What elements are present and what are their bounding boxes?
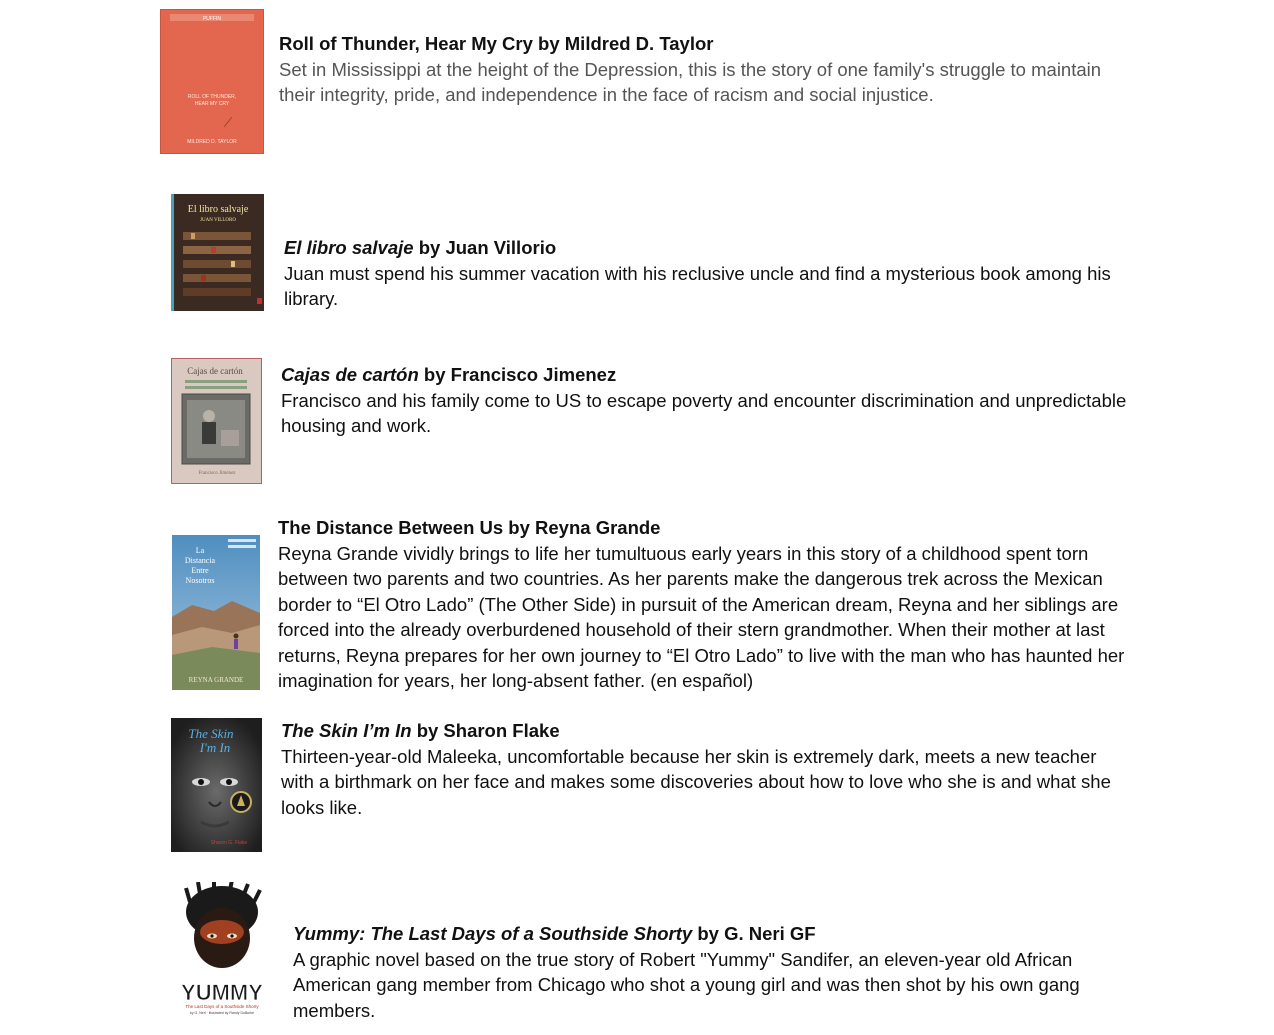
cover-title-text: Cajas de cartón <box>187 366 243 376</box>
book-cover-roll-of-thunder <box>160 9 264 154</box>
book-title: Roll of Thunder, Hear My Cry by Mildred D. Taylor <box>279 33 714 54</box>
book-byline: by G. Neri GF <box>692 923 816 944</box>
book-cover-distance-between-us <box>172 535 260 690</box>
book-entry-cajas-de-carton <box>281 362 1131 439</box>
cover-author-text: REYNA GRANDE <box>188 676 244 684</box>
book-description: Francisco and his family come to US to escape poverty and encounter discrimination and unpredictable housing and work. <box>281 389 1127 436</box>
svg-text:by G. Neri · illustrated by Ra: by G. Neri · illustrated by Randy DuBurke <box>189 1011 255 1015</box>
svg-text:The Skin: The Skin <box>188 726 234 741</box>
book-title <box>281 718 1131 744</box>
book-cover-yummy <box>170 882 273 1018</box>
svg-text:Distancia: Distancia <box>184 556 216 565</box>
svg-text:Francisco Jiménez: Francisco Jiménez <box>198 471 236 476</box>
book-cover-cajas-de-carton <box>171 358 262 484</box>
cover-title-text: El libro salvaje <box>187 204 249 215</box>
cover-top-text: PUFFIN <box>202 16 222 22</box>
svg-text:Sharon G. Flake: Sharon G. Flake <box>210 840 248 846</box>
book-description: Reyna Grande vividly brings to life her tumultuous early years in this story of a childhood spent torn between two parents and two countries. As her parents make the dangerous trek across the Mexican border to “El Otro Lado” (The Other Side) in pursuit of the American dream, Reyna and her siblings are forced into the already overburdened household of their stern grandmother. When their mother at last returns, Reyna prepares for her own journey to “El Otro Lado” to live with the man who has haunted her imagination for years, her long-absent father. (en español) <box>278 542 1125 691</box>
svg-text:HEAR MY CRY: HEAR MY CRY <box>194 101 230 107</box>
book-cover-el-libro-salvaje <box>171 194 264 311</box>
book-title: The Distance Between Us by Reyna Grande <box>278 517 661 538</box>
book-description: Thirteen-year-old Maleeka, uncomfortable because her skin is extremely dark, meets a new teacher with a birthmark on her face and makes some discoveries about how to love who she is and what she looks like. <box>281 745 1111 818</box>
book-title-italic: The Skin I’m In <box>281 720 412 741</box>
cover-title-text: YUMMY <box>181 980 263 1005</box>
book-description: Set in Mississippi at the height of the Depression, this is the story of one family's struggle to maintain their integrity, pride, and independence in the face of racism and social injustice. <box>279 58 1102 105</box>
book-byline: by Francisco Jimenez <box>418 364 617 385</box>
svg-text:ROLL OF THUNDER,: ROLL OF THUNDER, <box>187 94 237 100</box>
book-cover-skin-im-in <box>171 718 262 852</box>
book-entry-el-libro-salvaje <box>284 235 1134 312</box>
cover-author-text: MILDRED D. TAYLOR <box>187 139 237 145</box>
book-byline: by Juan Villorio <box>413 237 557 258</box>
svg-text:Nosotros: Nosotros <box>185 576 215 585</box>
book-title <box>284 235 1134 261</box>
book-byline: by Sharon Flake <box>411 720 560 741</box>
svg-text:I'm In: I'm In <box>199 740 231 755</box>
svg-text:La: La <box>195 546 205 555</box>
book-title <box>281 362 1131 388</box>
cover-subtitle-text: The Last Days of a Southside Shorty <box>185 1004 259 1009</box>
book-title-italic: Cajas de cartón <box>281 364 419 385</box>
book-title <box>293 921 1133 947</box>
book-entry-distance-between-us <box>278 515 1138 694</box>
svg-text:Entre: Entre <box>191 566 209 575</box>
book-entry-skin-im-in <box>281 718 1131 820</box>
book-description: A graphic novel based on the true story of Robert "Yummy" Sandifer, an eleven-year old African American gang member from Chicago who shot a young girl and was then shot by his own gang members. <box>293 948 1080 1021</box>
book-title-italic: El libro salvaje <box>284 237 414 258</box>
book-title-italic: Yummy: The Last Days of a Southside Shorty <box>293 923 693 944</box>
book-description: Juan must spend his summer vacation with his reclusive uncle and find a mysterious book among his library. <box>284 262 1111 309</box>
book-entry-yummy <box>293 921 1133 1023</box>
cover-author-text: JUAN VILLORO <box>200 218 236 223</box>
book-entry-roll-of-thunder <box>279 31 1139 108</box>
